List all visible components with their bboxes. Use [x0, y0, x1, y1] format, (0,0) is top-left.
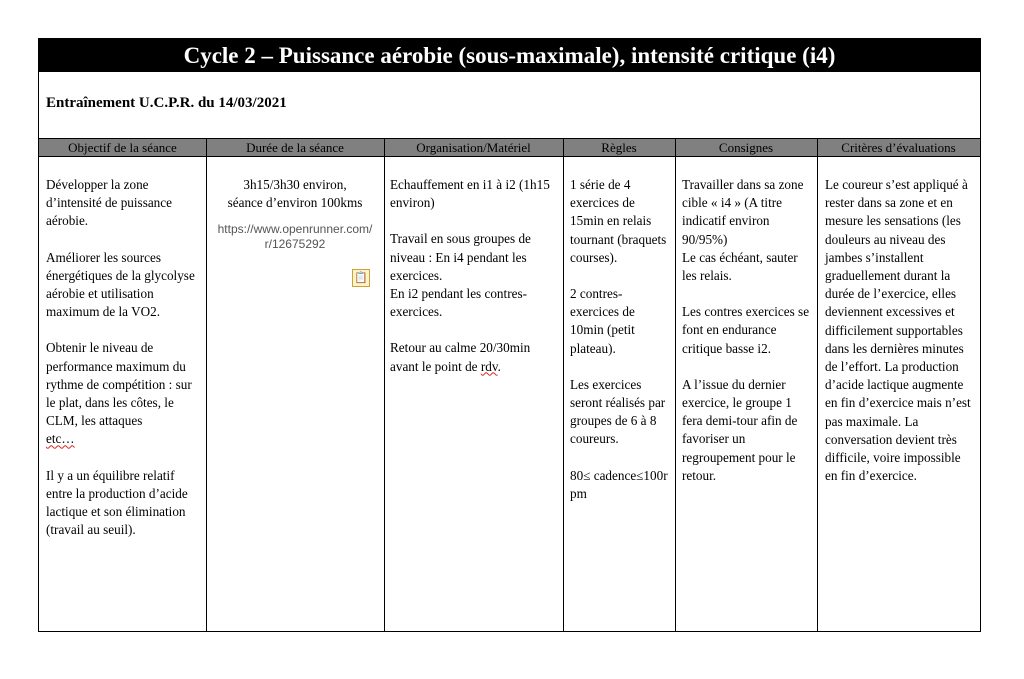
header-duree: Durée de la séance [246, 140, 344, 155]
consignes-text: Travailler dans sa zone cible « i4 » (A titre indicatif environ 90/95%) [682, 177, 804, 247]
objectif-text: Obtenir le niveau de performance maximum du rythme de compétition : sur le plat, dans les côtes, le CLM, les attaques [46, 340, 192, 429]
document-title: Cycle 2 – Puissance aérobie (sous-maximale), intensité critique (i4) [39, 39, 980, 72]
organisation-text: Travail en sous groupes de niveau : En i4 pendant les exercices. [390, 231, 531, 283]
duree-line: 3h15/3h30 environ, [243, 177, 347, 192]
header-consignes: Consignes [718, 140, 774, 155]
header-regles: Règles [601, 140, 637, 155]
consignes-paragraph: A l’issue du dernier exercice, le groupe 1 fera demi-tour afin de favoriser un regroupement pour le retour. [682, 376, 798, 483]
organisation-text: En i2 pendant les contres-exercices. [390, 286, 527, 320]
criteres-paragraph: Le coureur s’est appliqué à rester dans sa zone et en mesure les sensations (les douleurs au niveau des jambes s’installent graduellement durant la durée de l’exercice, elles deviennent excessives et difficilement supportables dans les dernières minutes de l’effort. La production d’acide lactique augmente en fin d’exercice mais n’est pas maximale. La conversation devient très difficile, voire impossible en fin d’exercice. [825, 177, 971, 484]
document-subtitle: Entraînement U.C.P.R. du 14/03/2021 [46, 95, 287, 111]
column-divider [206, 138, 207, 632]
table-header-row [39, 138, 980, 157]
header-objectif: Objectif de la séance [68, 140, 177, 155]
organisation-rdv: rdv [480, 358, 498, 374]
objectif-paragraph [46, 339, 201, 448]
objectif-etc: etc… [46, 431, 75, 447]
column-divider [384, 138, 385, 632]
header-criteres: Critères d’évaluations [841, 140, 956, 155]
duree-line: séance d’environ 100kms [227, 195, 363, 211]
cell-criteres [825, 176, 975, 485]
consignes-text: Le cas échéant, sauter les relais. [682, 249, 798, 284]
consignes-paragraph: Les contres exercices se font en endurance critique basse i2. [682, 304, 810, 356]
organisation-paragraph: Echauffement en i1 à i2 (1h15 environ) [390, 177, 550, 211]
cell-regles [570, 176, 669, 503]
regles-paragraph: 2 contres-exercices de 10min (petit plateau). [570, 286, 635, 356]
cell-consignes [682, 176, 812, 485]
cell-duree [211, 176, 379, 252]
organisation-text: Retour au calme 20/30min avant le point de [390, 340, 531, 374]
consignes-paragraph [682, 176, 812, 285]
column-divider [675, 138, 676, 632]
regles-paragraph: 1 série de 4 exercices de 15min en relais tournant (braquets courses). [570, 177, 667, 265]
objectif-paragraph: Il y a un équilibre relatif entre la production d’acide lactique et son élimination (travail au seuil). [46, 467, 188, 538]
organisation-paragraph [390, 339, 558, 375]
regles-paragraph: 80≤ cadence≤100rpm [570, 467, 668, 501]
cell-objectif [46, 176, 201, 539]
organisation-text: . [497, 358, 501, 374]
objectif-paragraph: Améliorer les sources énergétiques de la glycolyse aérobie et utilisation maximum de la VO2. [46, 249, 195, 320]
cell-organisation [390, 176, 558, 376]
document-page [38, 38, 981, 632]
organisation-paragraph [390, 230, 558, 321]
column-divider [563, 138, 564, 632]
clipboard-icon[interactable]: 📋 [352, 269, 370, 287]
regles-paragraph: Les exercices seront réalisés par groupes de 6 à 8 coureurs. [570, 376, 666, 447]
objectif-paragraph: Développer la zone d’intensité de puissance aérobie. [46, 177, 172, 229]
session-table [39, 138, 980, 632]
openrunner-link[interactable]: https://www.openrunner.com/r/12675292 [217, 222, 373, 252]
column-divider [817, 138, 818, 632]
header-organisation: Organisation/Matériel [416, 140, 531, 155]
